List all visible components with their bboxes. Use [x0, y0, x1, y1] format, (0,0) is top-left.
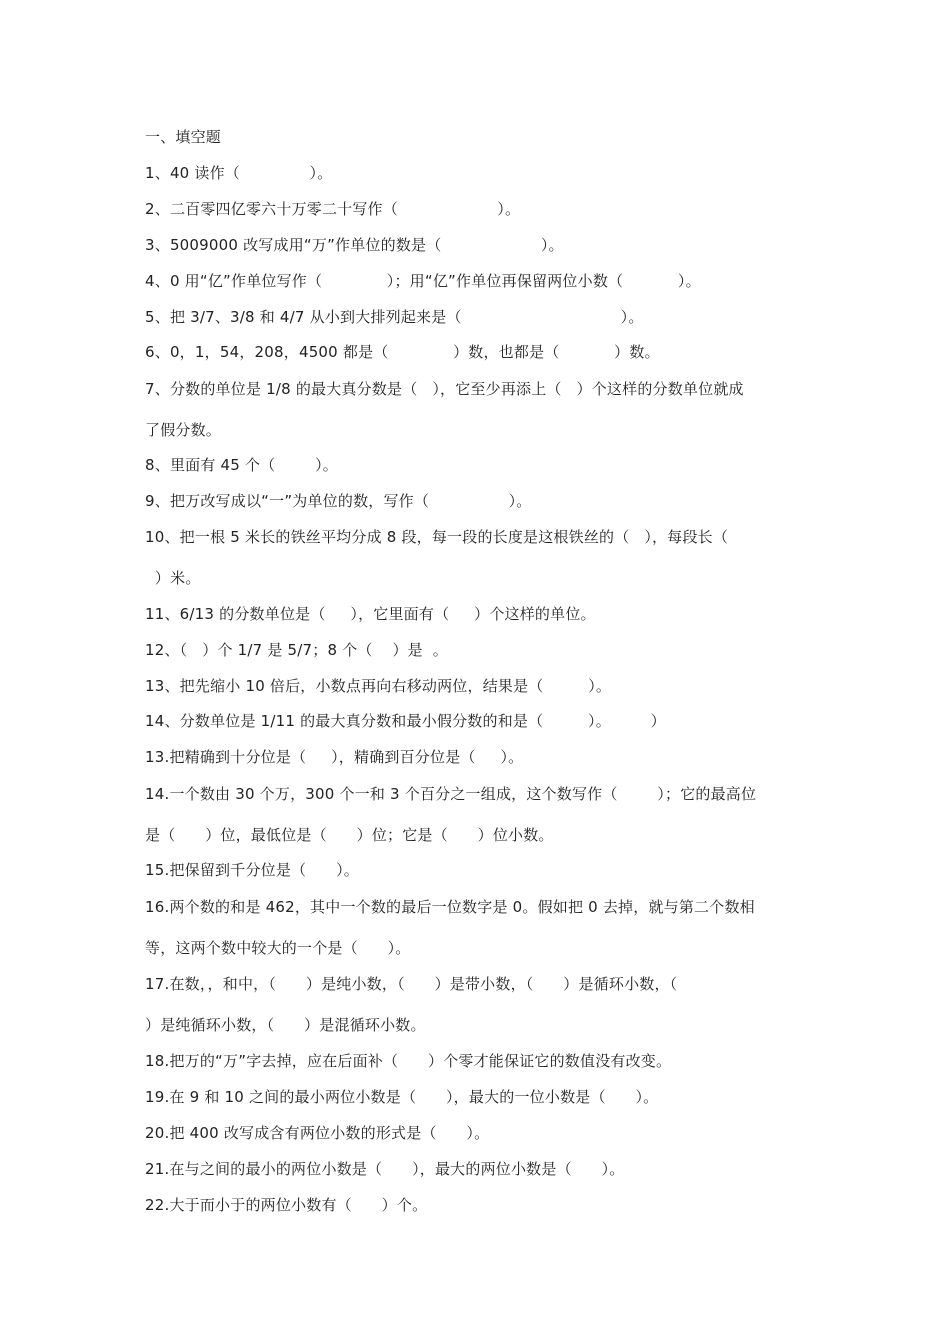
question-line: 13.把精确到十分位是（ ），精确到百分位是（ ）。 [145, 748, 524, 766]
question-line: 6、0，1，54，208，4500 都是（ ）数，也都是（ ）数。 [145, 343, 660, 361]
question-line: 21.在与之间的最小的两位小数是（ ），最大的两位小数是（ ）。 [145, 1160, 625, 1178]
question-line: 22.大于而小于的两位小数有（ ）个。 [145, 1196, 428, 1214]
question-line: 10、把一根 5 米长的铁丝平均分成 8 段，每一段的长度是这根铁丝的（ ），每段长（ [145, 528, 729, 546]
question-line: 12、（ ）个 1/7 是 5/7；8 个（ ）是 。 [145, 641, 448, 659]
question-line: 3、5009000 改写成用“万”作单位的数是（ ）。 [145, 236, 564, 254]
question-line: 5、把 3/7、3/8 和 4/7 从小到大排列起来是（ ）。 [145, 308, 644, 326]
question-line: 19.在 9 和 10 之间的最小两位小数是（ ），最大的一位小数是（ ）。 [145, 1088, 659, 1106]
question-line: 8、里面有 45 个（ ）。 [145, 456, 339, 474]
question-line: 14.一个数由 30 个万，300 个一和 3 个百分之一组成，这个数写作（ ）；它的最高位 [145, 785, 757, 803]
question-line: ）米。 [145, 569, 201, 587]
question-line: 2、二百零四亿零六十万零二十写作（ ）。 [145, 200, 521, 218]
question-line: 13、把先缩小 10 倍后，小数点再向右移动两位，结果是（ ）。 [145, 677, 612, 695]
question-line: 9、把万改写成以“一”为单位的数，写作（ ）。 [145, 492, 532, 510]
question-line: 7、分数的单位是 1/8 的最大真分数是（ ），它至少再添上（ ）个这样的分数单位就成 [145, 380, 744, 398]
question-line: 是（ ）位，最低位是（ ）位；它是（ ）位小数。 [145, 826, 554, 844]
question-line: 等，这两个数中较大的一个是（ ）。 [145, 939, 411, 957]
question-line: 14、分数单位是 1/11 的最大真分数和最小假分数的和是（ ）。 ） [145, 712, 666, 730]
question-line: 15.把保留到千分位是（ ）。 [145, 861, 359, 879]
question-line: ）是纯循环小数，（ ）是混循环小数。 [145, 1016, 426, 1034]
question-line: 4、0 用“亿”作单位写作（ ）；用“亿”作单位再保留两位小数（ ）。 [145, 272, 701, 290]
question-line: 16.两个数的和是 462，其中一个数的最后一位数字是 0。假如把 0 去掉，就与第二个数相 [145, 898, 755, 916]
section-title: 一、填空题 [145, 128, 222, 146]
question-line: 20.把 400 改写成含有两位小数的形式是（ ）。 [145, 1124, 490, 1142]
question-line: 11、6/13 的分数单位是（ ），它里面有（ ）个这样的单位。 [145, 605, 596, 623]
question-line: 1、40 读作（ ）。 [145, 164, 333, 182]
question-line: 18.把万的“万”字去掉，应在后面补（ ）个零才能保证它的数值没有改变。 [145, 1052, 672, 1070]
question-line: 17.在数，，和中，（ ）是纯小数，（ ）是带小数，（ ）是循环小数，（ [145, 975, 678, 993]
question-line: 了假分数。 [145, 421, 222, 439]
